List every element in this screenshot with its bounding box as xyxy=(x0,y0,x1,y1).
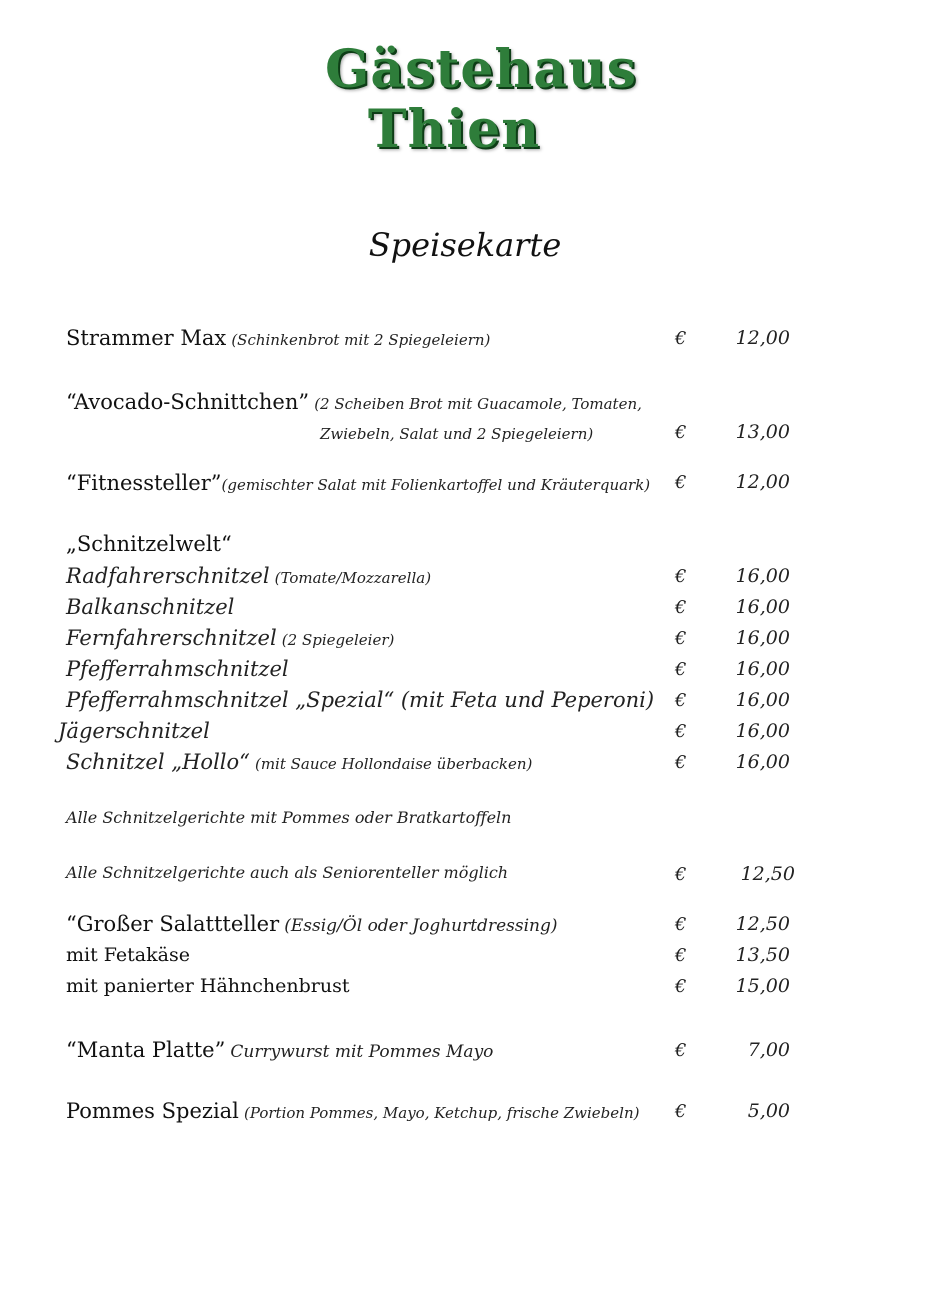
item-description: (Schinkenbrot mit 2 Spiegeleiern) xyxy=(231,331,491,349)
item-price: 16,00 xyxy=(735,720,790,742)
logo xyxy=(325,39,638,180)
item-name: “Fitnessteller” xyxy=(66,471,222,495)
item-description-line-1: (2 Scheiben Brot mit Guacamole, Tomaten, xyxy=(314,395,642,413)
item-price: 12,50 xyxy=(740,863,795,885)
item-description: (Tomate/Mozzarella) xyxy=(274,569,432,587)
item-name: Strammer Max xyxy=(66,326,227,350)
menu-item-fitnessteller xyxy=(66,471,806,495)
item-description: (2 Spiegeleier) xyxy=(281,631,395,649)
menu-item-avocado xyxy=(66,390,806,414)
note-text: Alle Schnitzelgerichte auch als Seniorenteller möglich xyxy=(66,863,509,882)
currency-symbol: € xyxy=(675,1101,687,1122)
menu-item-strammer-max xyxy=(66,326,806,350)
note-text: Alle Schnitzelgerichte mit Pommes oder Bratkartoffeln xyxy=(66,808,512,827)
currency-symbol: € xyxy=(675,721,687,742)
item-price: 16,00 xyxy=(735,751,790,773)
menu-item-salat-fetakaese xyxy=(66,944,806,966)
menu-item-manta-platte xyxy=(66,1038,806,1062)
menu-item-fernfahrerschnitzel xyxy=(66,626,806,650)
item-price: 13,50 xyxy=(735,944,790,966)
item-price: 16,00 xyxy=(735,627,790,649)
menu-item-pfefferrahmschnitzel xyxy=(66,657,806,681)
menu-item-pommes-spezial xyxy=(66,1099,806,1123)
menu-item-pfefferrahmschnitzel-spezial xyxy=(66,688,806,712)
item-description: Currywurst mit Pommes Mayo xyxy=(230,1042,494,1062)
item-name: “Avocado-Schnittchen” xyxy=(66,390,310,414)
menu-item-balkanschnitzel xyxy=(66,595,806,619)
currency-symbol: € xyxy=(675,659,687,680)
item-price: 16,00 xyxy=(735,565,790,587)
currency-symbol: € xyxy=(675,690,687,711)
section-heading: „Schnitzelwelt“ xyxy=(66,532,232,556)
item-name: Schnitzel „Hollo“ xyxy=(66,750,250,774)
page-title: Speisekarte xyxy=(368,226,562,264)
item-name: Pfefferrahmschnitzel „Spezial“ (mit Feta und Peperoni) xyxy=(66,688,655,712)
menu-item-salat-haehnchenbrust xyxy=(66,975,806,997)
currency-symbol: € xyxy=(675,628,687,649)
logo-line-2: Thien xyxy=(367,99,541,160)
item-name: Fernfahrerschnitzel xyxy=(66,626,277,650)
note-senior xyxy=(66,863,806,882)
section-heading-schnitzelwelt xyxy=(66,532,806,556)
item-price: 7,00 xyxy=(747,1039,790,1061)
item-name: Balkanschnitzel xyxy=(66,595,235,619)
item-description: (Portion Pommes, Mayo, Ketchup, frische Zwiebeln) xyxy=(244,1104,640,1122)
menu-item-jaegerschnitzel xyxy=(58,719,798,743)
note-sides xyxy=(66,808,806,827)
item-description: (mit Sauce Hollondaise überbacken) xyxy=(254,755,533,773)
item-name: “Großer Salattteller xyxy=(66,912,280,936)
item-name: “Manta Platte” xyxy=(66,1038,226,1062)
currency-symbol: € xyxy=(675,945,687,966)
item-price: 12,00 xyxy=(735,471,790,493)
item-name: Jägerschnitzel xyxy=(58,719,210,743)
currency-symbol: € xyxy=(675,914,687,935)
currency-symbol: € xyxy=(675,422,687,443)
item-name: mit panierter Hähnchenbrust xyxy=(66,975,350,997)
item-description: (Essig/Öl oder Joghurtdressing) xyxy=(284,916,558,936)
menu-item-radfahrerschnitzel xyxy=(66,564,806,588)
item-price: 12,00 xyxy=(735,327,790,349)
menu-item-schnitzel-hollo xyxy=(66,750,806,774)
currency-symbol: € xyxy=(675,1040,687,1061)
item-price: 16,00 xyxy=(735,689,790,711)
currency-symbol: € xyxy=(675,472,687,493)
currency-symbol: € xyxy=(675,597,687,618)
currency-symbol: € xyxy=(675,752,687,773)
currency-symbol: € xyxy=(675,328,687,349)
menu-item-avocado-cont xyxy=(320,424,660,443)
item-price: 16,00 xyxy=(735,658,790,680)
item-name: mit Fetakäse xyxy=(66,944,190,966)
menu-item-salatteller xyxy=(66,912,806,936)
item-description: (gemischter Salat mit Folienkartoffel und Kräuterquark) xyxy=(221,476,651,494)
item-description-line-2: Zwiebeln, Salat und 2 Spiegeleiern) xyxy=(320,425,594,443)
item-price: 12,50 xyxy=(735,913,790,935)
item-price: 15,00 xyxy=(735,975,790,997)
currency-symbol: € xyxy=(675,864,687,885)
item-price: 13,00 xyxy=(735,421,790,443)
item-price: 16,00 xyxy=(735,596,790,618)
item-name: Radfahrerschnitzel xyxy=(66,564,270,588)
item-name: Pommes Spezial xyxy=(66,1099,239,1123)
item-name: Pfefferrahmschnitzel xyxy=(66,657,289,681)
currency-symbol: € xyxy=(675,566,687,587)
currency-symbol: € xyxy=(675,976,687,997)
item-price: 5,00 xyxy=(747,1100,790,1122)
logo-line-1: Gästehaus xyxy=(325,39,638,100)
